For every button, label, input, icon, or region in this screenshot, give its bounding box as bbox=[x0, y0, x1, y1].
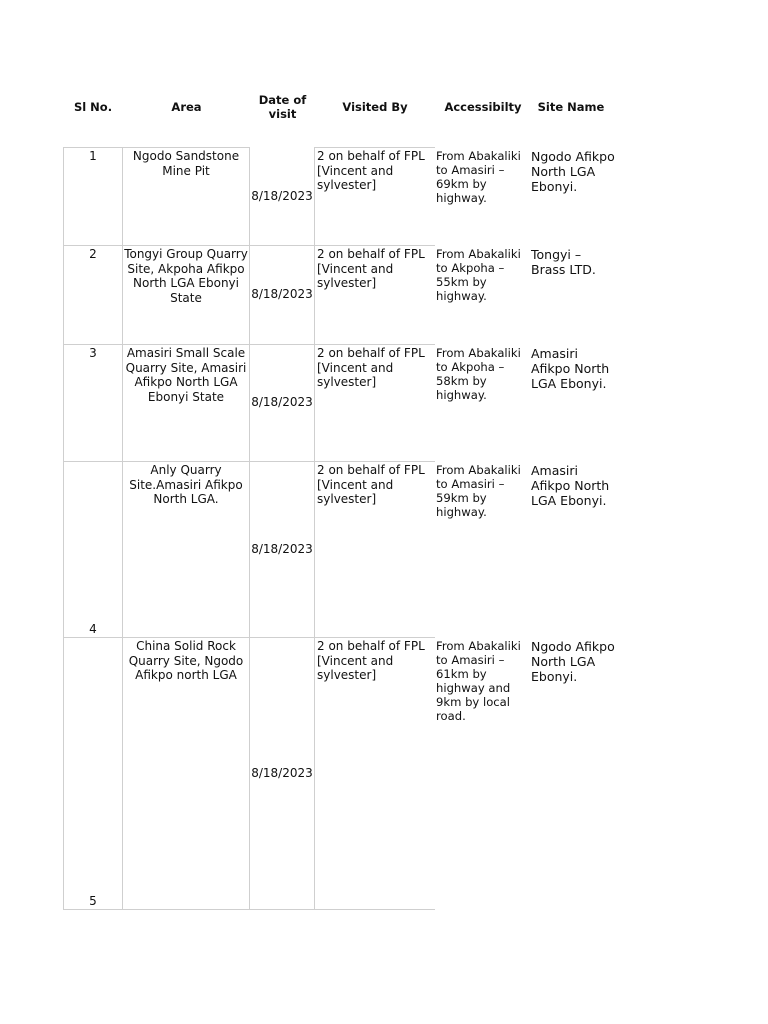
accessibility-cell: From Abakaliki to Amasiri – 69km by highway. bbox=[436, 149, 521, 205]
sl-no-value: 1 bbox=[89, 149, 97, 163]
header-accessibility: Accessibilty bbox=[444, 100, 522, 114]
date-cell: 8/18/2023 bbox=[250, 637, 315, 909]
area-cell: Tongyi Group Quarry Site, Akpoha Afikpo North LGA Ebonyi State bbox=[123, 245, 250, 344]
visited-by-cell: 2 on behalf of FPL [Vincent and sylvester] bbox=[317, 463, 425, 506]
site-name-cell: Tongyi – Brass LTD. bbox=[531, 247, 596, 277]
accessibility-cell: From Abakaliki to Akpoha – 58km by highway. bbox=[436, 346, 521, 402]
sl-no-cell bbox=[63, 245, 123, 344]
date-cell: 8/18/2023 bbox=[250, 245, 315, 344]
table-row bbox=[0, 461, 768, 637]
header-sl-no: Sl No. bbox=[73, 100, 113, 114]
sl-no-value: 3 bbox=[89, 346, 97, 360]
site-name-cell: Ngodo Afikpo North LGA Ebonyi. bbox=[531, 149, 615, 194]
date-cell: 8/18/2023 bbox=[250, 461, 315, 637]
accessibility-cell: From Abakaliki to Akpoha – 55km by highway. bbox=[436, 247, 521, 303]
accessibility-cell: From Abakaliki to Amasiri – 61km by highway and 9km by local road. bbox=[436, 639, 521, 723]
sl-no-value: 2 bbox=[89, 247, 97, 261]
sl-no-cell bbox=[63, 147, 123, 245]
date-cell: 8/18/2023 bbox=[250, 344, 315, 461]
area-cell: China Solid Rock Quarry Site, Ngodo Afikpo north LGA bbox=[123, 637, 250, 909]
accessibility-cell: From Abakaliki to Amasiri – 59km by highway. bbox=[436, 463, 521, 519]
table-row bbox=[0, 245, 768, 344]
visited-by-cell: 2 on behalf of FPL [Vincent and sylvester] bbox=[317, 346, 425, 389]
date-cell: 8/18/2023 bbox=[250, 147, 315, 245]
table-row bbox=[0, 344, 768, 461]
area-cell: Amasiri Small Scale Quarry Site, Amasiri Afikpo North LGA Ebonyi State bbox=[123, 344, 250, 461]
site-name-cell: Amasiri Afikpo North LGA Ebonyi. bbox=[531, 463, 610, 508]
table-row bbox=[0, 637, 768, 909]
header-date-of-visit: Date of visit bbox=[258, 93, 307, 121]
header-area: Area bbox=[171, 100, 202, 114]
sl-no-value: 4 bbox=[89, 621, 97, 636]
sl-no-cell bbox=[63, 344, 123, 461]
sl-no-value: 5 bbox=[89, 893, 97, 908]
sl-no-cell bbox=[63, 637, 123, 909]
header-site-name: Site Name bbox=[537, 100, 605, 114]
visited-by-cell: 2 on behalf of FPL [Vincent and sylvester] bbox=[317, 639, 425, 682]
visited-by-cell: 2 on behalf of FPL [Vincent and sylvester] bbox=[317, 149, 425, 192]
sl-no-cell bbox=[63, 461, 123, 637]
site-name-cell: Amasiri Afikpo North LGA Ebonyi. bbox=[531, 346, 610, 391]
area-cell: Ngodo Sandstone Mine Pit bbox=[123, 147, 250, 245]
table-row bbox=[0, 147, 768, 245]
site-name-cell: Ngodo Afikpo North LGA Ebonyi. bbox=[531, 639, 615, 684]
visited-by-cell: 2 on behalf of FPL [Vincent and sylvester] bbox=[317, 247, 425, 290]
area-cell: Anly Quarry Site.Amasiri Afikpo North LGA. bbox=[123, 461, 250, 637]
header-visited-by: Visited By bbox=[342, 100, 408, 114]
